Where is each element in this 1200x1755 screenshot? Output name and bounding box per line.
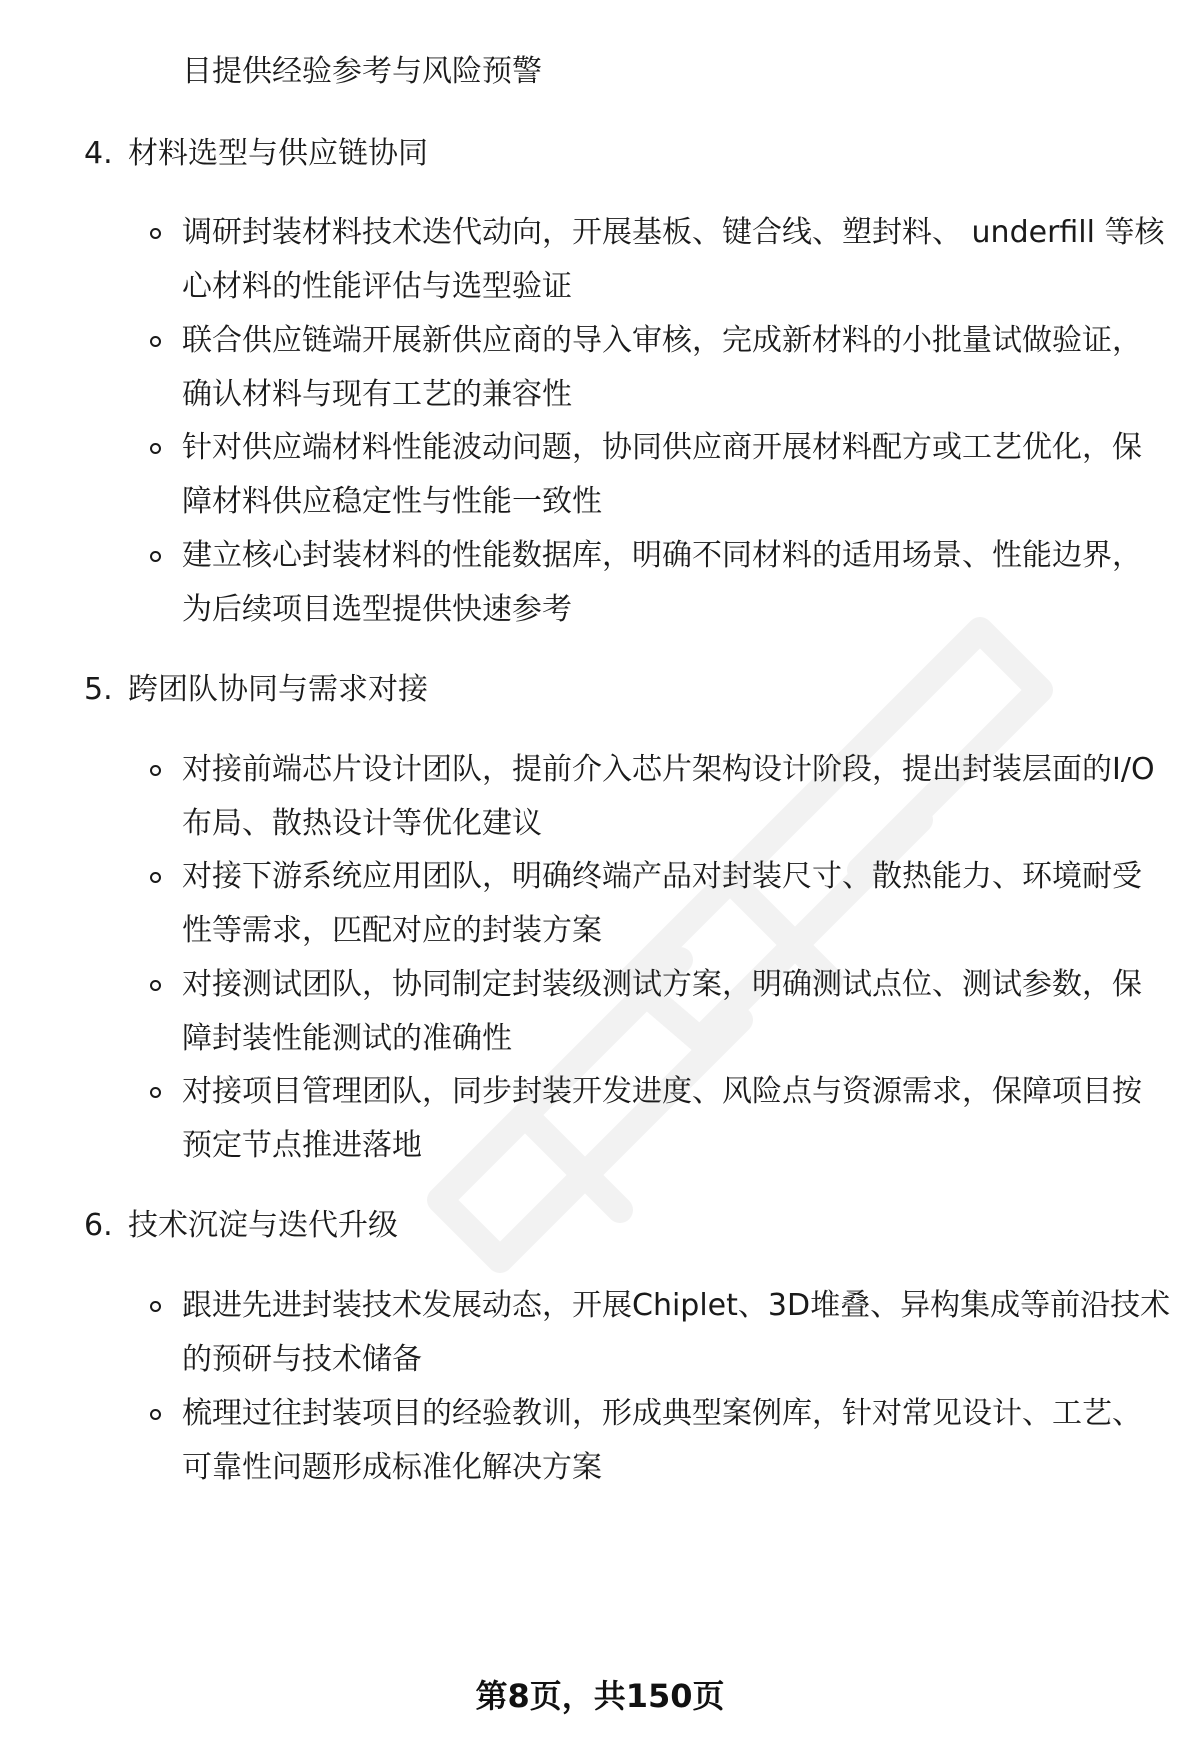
list-item-line: 布局、散热设计等优化建议 [182, 806, 542, 841]
list-item-line: 梳理过往封装项目的经验教训，形成典型案例库，针对常见设计、工艺、 [182, 1396, 1142, 1431]
list-item-line: 对接测试团队，协同制定封装级测试方案，明确测试点位、测试参数，保 [182, 967, 1142, 1002]
list-item-line: 障封装性能测试的准确性 [182, 1021, 512, 1056]
hollow-bullet-icon [150, 551, 161, 562]
list-item-line: 对接前端芯片设计团队，提前介入芯片架构设计阶段，提出封装层面的I/O [182, 752, 1155, 787]
section-number: 4. [84, 136, 113, 171]
hollow-bullet-icon [150, 336, 161, 347]
list-item-line: 性等需求，匹配对应的封装方案 [182, 913, 602, 948]
section-number: 6. [84, 1208, 113, 1243]
hollow-bullet-icon [150, 228, 161, 239]
list-item-line: 联合供应链端开展新供应商的导入审核，完成新材料的小批量试做验证， [182, 323, 1142, 358]
list-item-line: 对接下游系统应用团队，明确终端产品对封装尺寸、散热能力、环境耐受 [182, 859, 1142, 894]
list-item-line: 为后续项目选型提供快速参考 [182, 592, 572, 627]
hollow-bullet-icon [150, 872, 161, 883]
list-item-line: 可靠性问题形成标准化解决方案 [182, 1450, 602, 1485]
section-title: 材料选型与供应链协同 [128, 136, 428, 171]
hollow-bullet-icon [150, 980, 161, 991]
section-title: 技术沉淀与迭代升级 [128, 1208, 398, 1243]
hollow-bullet-icon [150, 443, 161, 454]
list-item-line: 调研封装材料技术迭代动向，开展基板、键合线、塑封料、 underfill 等核 [182, 215, 1165, 250]
list-item-line: 对接项目管理团队，同步封装开发进度、风险点与资源需求，保障项目按 [182, 1074, 1142, 1109]
intro-continuation: 目提供经验参考与风险预警 [182, 54, 542, 89]
hollow-bullet-icon [150, 1409, 161, 1420]
hollow-bullet-icon [150, 1301, 161, 1312]
hollow-bullet-icon [150, 1087, 161, 1098]
list-item-line: 的预研与技术储备 [182, 1342, 422, 1377]
list-item-line: 跟进先进封装技术发展动态，开展Chiplet、3D堆叠、异构集成等前沿技术 [182, 1288, 1171, 1323]
list-item-line: 建立核心封装材料的性能数据库，明确不同材料的适用场景、性能边界， [182, 538, 1142, 573]
list-item-line: 心材料的性能评估与选型验证 [182, 269, 572, 304]
hollow-bullet-icon [150, 765, 161, 776]
list-item-line: 针对供应端材料性能波动问题，协同供应商开展材料配方或工艺优化，保 [182, 430, 1142, 465]
page-footer: 第8页，共150页 [475, 1677, 725, 1715]
list-item-line: 确认材料与现有工艺的兼容性 [182, 377, 572, 412]
section-number: 5. [84, 672, 113, 707]
section-title: 跨团队协同与需求对接 [128, 672, 428, 707]
list-item-line: 预定节点推进落地 [182, 1128, 422, 1163]
list-item-line: 障材料供应稳定性与性能一致性 [182, 484, 602, 519]
